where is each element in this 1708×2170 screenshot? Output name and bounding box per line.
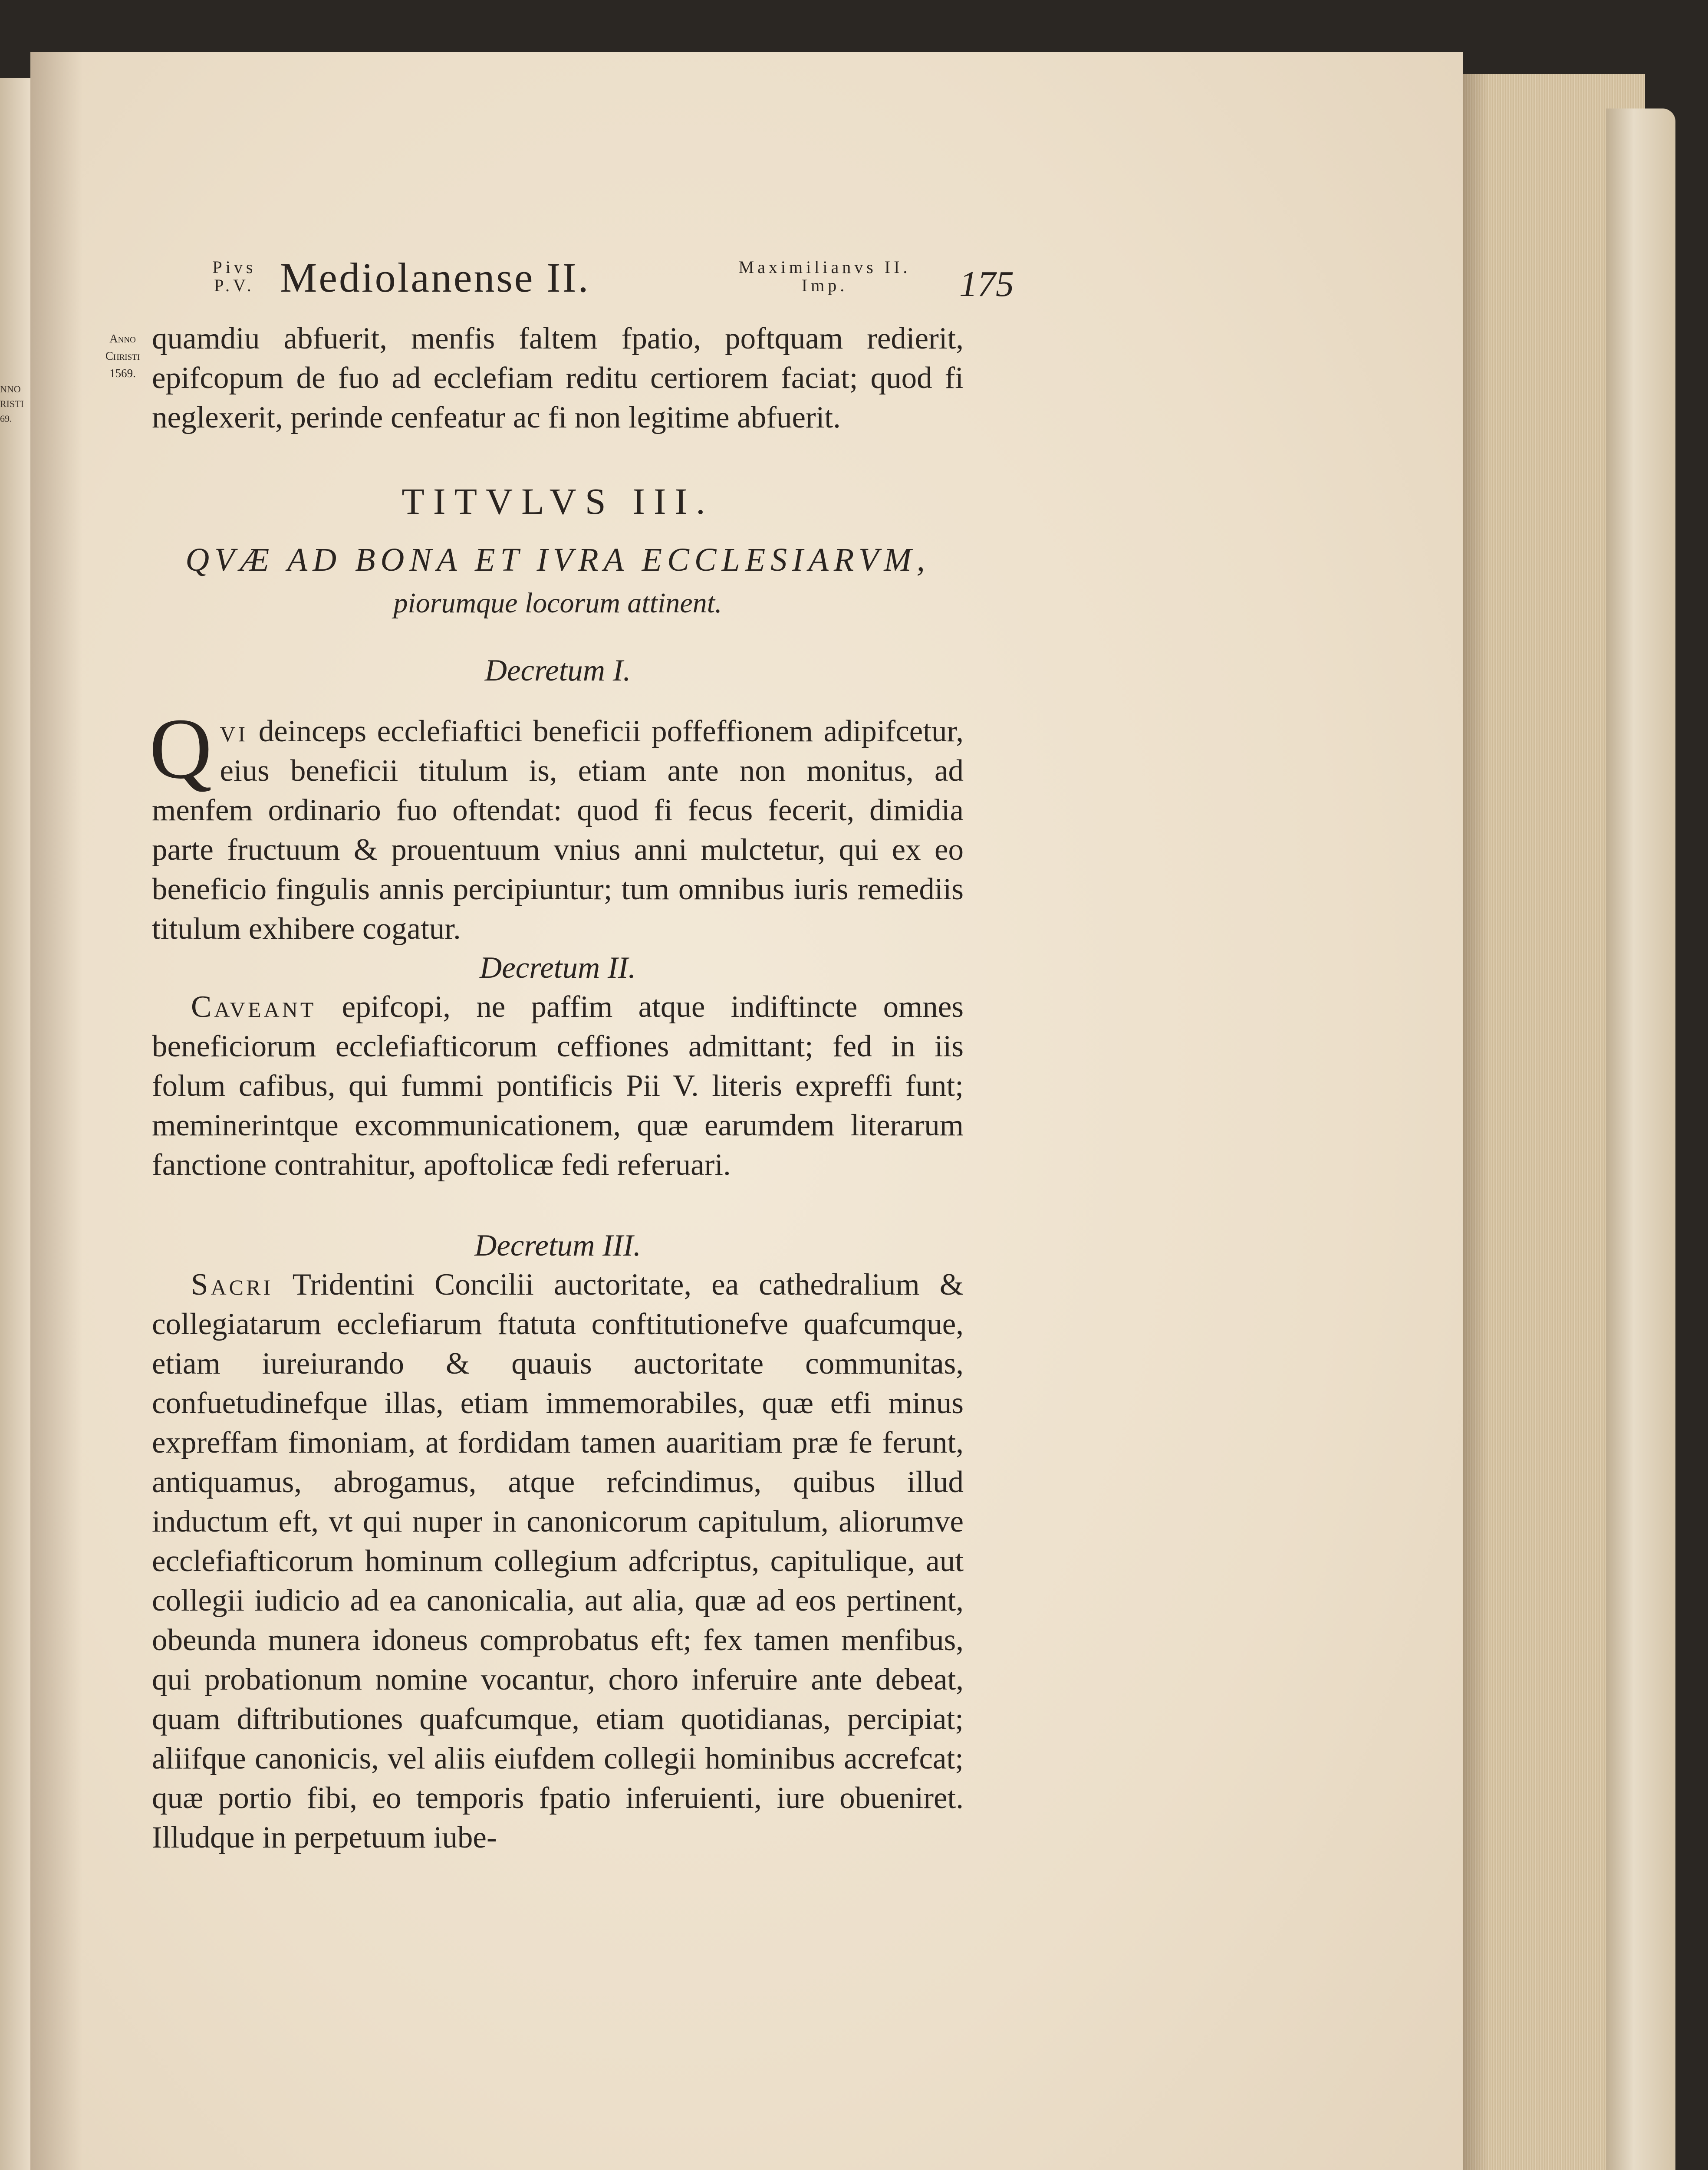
decree-1-text: deinceps ecclefiaftici beneficii poffeffionem adipifcetur, eius beneficii titulum is, etiam ante non monitus, ad menfem ordinario fuo oftendat: quod fi fecus fecerit, dimidia parte fructuum & prouentuum vnius anni mulctetur, qui ex eo beneficio fingulis annis percipiuntur; tum omnibus iuris remediis titulum exhibere cogatur. (152, 714, 964, 946)
page-gutter-shadow (30, 52, 82, 2170)
decree-3-lead-word: Sacri (191, 1268, 273, 1302)
section-title-line2: piorumque locorum attinent. (393, 587, 722, 619)
decree-3-text: Tridentini Concilii auctoritate, ea cathedralium & collegiatarum ecclefiarum ftatuta conftitutionefve quafcumque, etiam iureiurando & quauis auctoritate communitas, confuetudinefque illas, etiam immemorabiles, quæ etfi minus expreffam fimoniam, at fordidam tamen auaritiam præ fe ferunt, antiquamus, abrogamus, atque refcindimus, quibus illud inductum eft, vt qui nuper in canonicorum capitulum, aliorumve ecclefiafticorum hominum collegium adfcriptus, capitulique, aut collegii iudicio ad ea canonicalia, aut alia, quæ ad eos pertinent, obeunda munera idoneus comprobatus eft; fex tamen menfibus, qui probationum nomine vocantur, choro inferuire ante debeat, quam diftributiones quafcumque, etiam quotidianas, percipiat; aliifque canonicis, vel aliis eiufdem collegii hominibus accrefcat; quæ portio fibi, eo temporis fpatio inferuienti, iure obueniret. Illudque in perpetuum iube- (152, 1268, 964, 1854)
running-head (191, 254, 1024, 315)
left-margin-line: 69. (0, 413, 12, 424)
running-head-pope (191, 258, 278, 295)
book-cover-edge (1606, 108, 1675, 2170)
decree-2-heading: Decretum II. (479, 951, 636, 985)
decree-2-text: epifcopi, ne paffim atque indiftincte omnes beneficiorum ecclefiafticorum ceffiones admittant; fed in iis folum cafibus, qui fummi pontificis Pii V. literis expreffi funt; meminerintque excommunicationem, quæ earumdem literarum fanctione contrahitur, apoftolicæ fedi referuari. (152, 990, 964, 1182)
decree-2-body (152, 987, 964, 1185)
left-page-edge (0, 78, 30, 2170)
page-number: 175 (959, 264, 1014, 304)
running-head-pv: P.V. (214, 276, 255, 295)
drop-cap: Q (149, 701, 212, 797)
opening-paragraph-text: quamdiu abfuerit, menfis faltem fpatio, poftquam redierit, epifcopum de fuo ad ecclefiam reditu certiorem faciat; quod fi neglexerit, perinde cenfeatur ac fi non legitime abfuerit. (152, 322, 964, 434)
running-head-emperor (690, 258, 959, 295)
left-margin-line: RISTI (0, 398, 24, 409)
margin-note-line: 1569. (109, 367, 136, 380)
margin-note-line: Christi (105, 349, 140, 362)
decree-1-heading: Decretum I. (484, 654, 631, 687)
margin-note-year (93, 330, 152, 382)
running-head-pius: Pivs (212, 257, 257, 277)
opening-paragraph (152, 319, 964, 437)
left-page-margin-note (0, 382, 30, 426)
running-head-title: Mediolanense II. (280, 254, 590, 301)
left-margin-line: NNO (0, 384, 21, 395)
titulus-heading: TITVLVS III. (401, 480, 714, 522)
section-title-line1: QVÆ AD BONA ET IVRA ECCLESIARVM, (185, 542, 930, 578)
decree-3-body (152, 1265, 964, 1858)
running-head-maximilianus: Maximilianvs II. (738, 257, 911, 277)
decree-1-body (149, 701, 964, 949)
decree-3-heading: Decretum III. (474, 1229, 641, 1263)
margin-note-line: Anno (109, 332, 136, 345)
running-head-imp: Imp. (801, 276, 848, 295)
decree-2-lead-word: Caveant (191, 990, 316, 1024)
decree-1-lead-word: vi (220, 714, 248, 748)
